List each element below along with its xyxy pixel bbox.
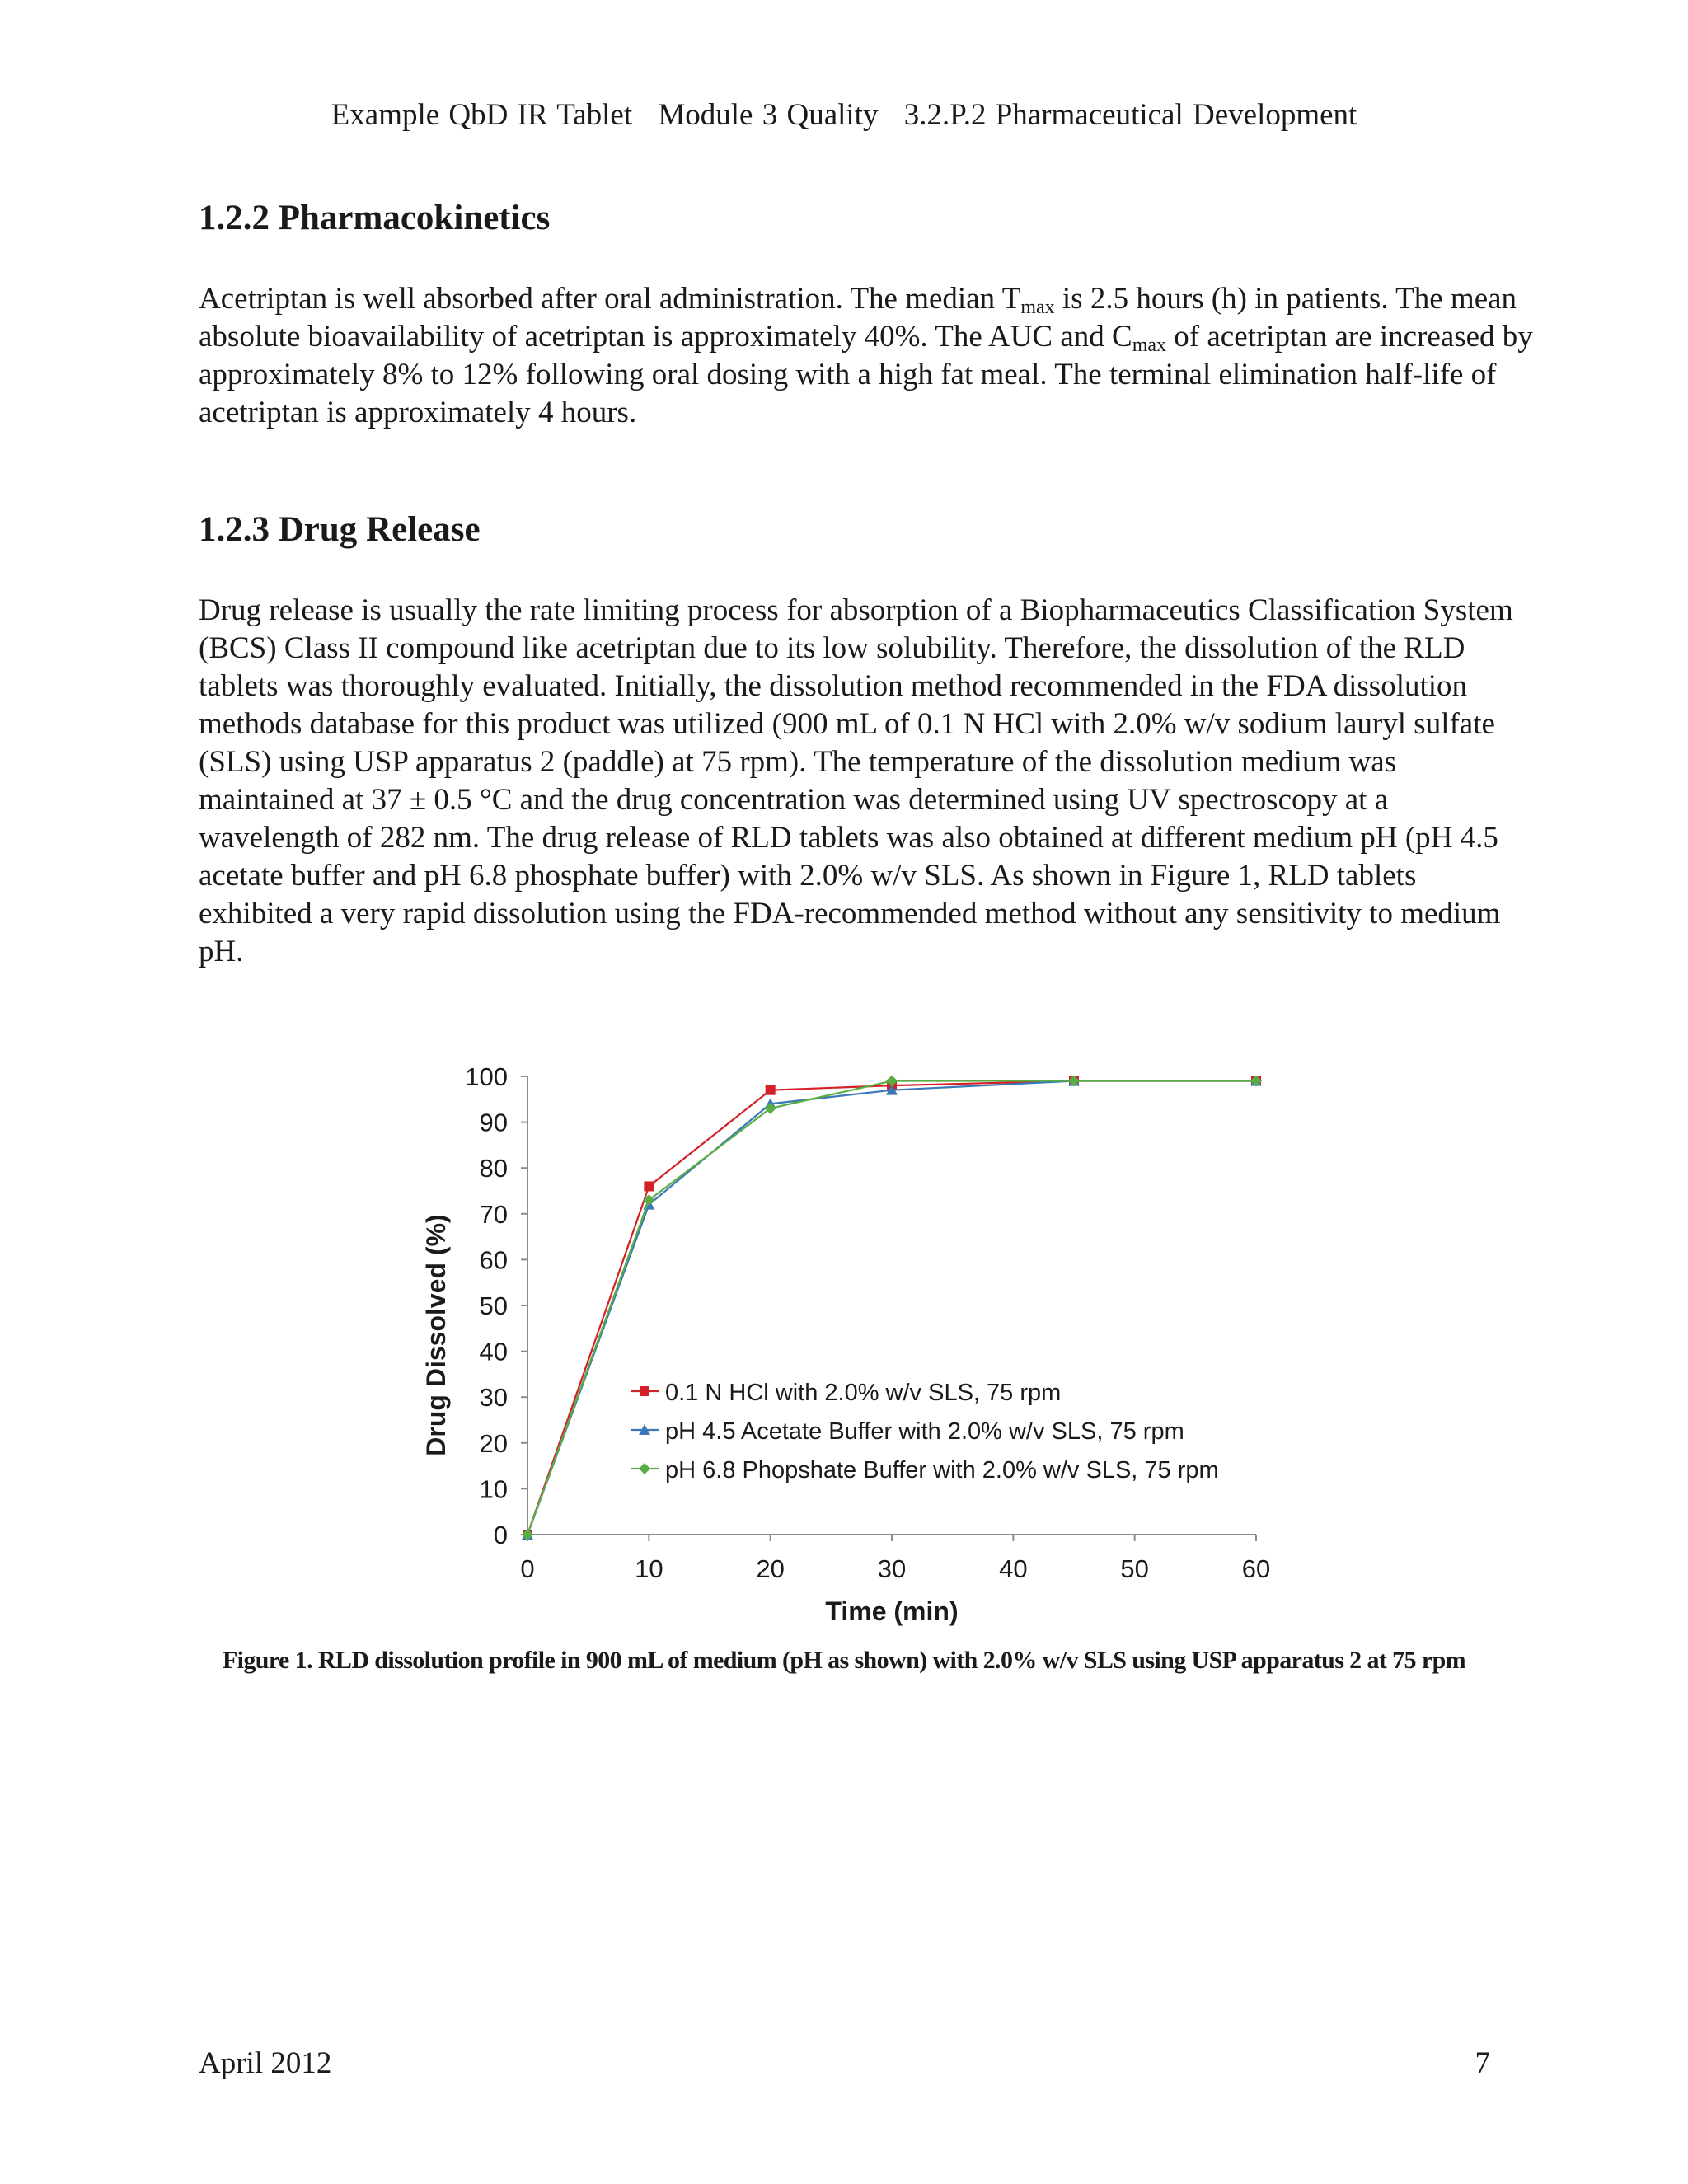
x-tick-label: 50 <box>1120 1554 1149 1583</box>
x-axis-label: Time (min) <box>825 1596 959 1626</box>
y-tick-label: 0 <box>493 1521 508 1549</box>
y-tick-label: 50 <box>479 1291 508 1320</box>
pk-text-b: is 2.5 hours (h) in patients. The mean absolute bioavailability of acetriptan is approximately 40%. The AUC and C <box>199 282 1517 354</box>
header-section: 3.2.P.2 Pharmaceutical Development <box>903 98 1357 132</box>
header-document: Example QbD IR Tablet <box>331 98 633 132</box>
y-tick-label: 60 <box>479 1245 508 1275</box>
x-tick-label: 40 <box>999 1554 1028 1583</box>
pk-text-c: of acetriptan are increased by approximately 8% to 12% following oral dosing with a high fat meal. The terminal elimination half-life of acetriptan is approximately 4 hours. <box>199 320 1533 429</box>
x-tick-label: 0 <box>520 1554 535 1583</box>
header-module: Module 3 Quality <box>658 98 879 132</box>
y-tick-label: 30 <box>479 1383 508 1413</box>
legend-marker-1 <box>640 1386 649 1396</box>
x-tick-label: 30 <box>877 1554 907 1583</box>
pk-sub-cmax: max <box>1132 335 1167 356</box>
legend-label-1: 0.1 N HCl with 2.0% w/v SLS, 75 rpm <box>665 1380 1062 1406</box>
pharmacokinetics-paragraph <box>199 280 1534 432</box>
x-tick-label: 20 <box>756 1554 785 1583</box>
figure-caption: Figure 1. RLD dissolution profile in 900 mL of medium (pH as shown) with 2.0% w/v SLS using USP apparatus 2 at 75 rpm <box>222 1647 1466 1674</box>
pk-sub-tmax: max <box>1020 297 1055 318</box>
series-1-point <box>644 1181 654 1191</box>
y-tick-label: 40 <box>479 1337 508 1366</box>
y-tick-label: 100 <box>465 1062 508 1091</box>
legend-marker-3 <box>639 1463 650 1474</box>
dissolution-chart <box>396 1047 1302 1640</box>
drug-release-heading: 1.2.3 Drug Release <box>199 510 481 549</box>
drug-release-paragraph: Drug release is usually the rate limiting process for absorption of a Biopharmaceutics Classification System (BCS) Class II compound like acetriptan due to its low solubility. Therefore, the dissolution of the RLD tablets was thoroughly evaluated. Initially, the dissolution method recommended in the FDA dissolution methods database for this product was utilized (900 mL of 0.1 N HCl with 2.0% w/v sodium lauryl sulfate (SLS) using USP apparatus 2 (paddle) at 75 rpm). The temperature of the dissolution medium was maintained at 37 ± 0.5 °C and the drug concentration was determined using UV spectroscopy at a wavelength of 282 nm. The drug release of RLD tablets was also obtained at different medium pH (pH 4.5 acetate buffer and pH 6.8 phosphate buffer) with 2.0% w/v SLS. As shown in Figure 1, RLD tablets exhibited a very rapid dissolution using the FDA-recommended method without any sensitivity to medium pH. <box>199 593 1513 968</box>
y-tick-label: 70 <box>479 1199 508 1229</box>
x-tick-label: 60 <box>1241 1554 1271 1583</box>
legend-label-2: pH 4.5 Acetate Buffer with 2.0% w/v SLS, 75 rpm <box>665 1418 1184 1445</box>
pharmacokinetics-heading: 1.2.2 Pharmacokinetics <box>199 199 551 237</box>
pk-text-a: Acetriptan is well absorbed after oral administration. The median T <box>199 282 1021 316</box>
y-tick-label: 90 <box>479 1108 508 1137</box>
y-axis-label: Drug Dissolved (%) <box>421 1214 451 1456</box>
legend-label-3: pH 6.8 Phopshate Buffer with 2.0% w/v SLS, 75 rpm <box>665 1457 1219 1483</box>
page-header <box>0 97 1688 133</box>
series-1-point <box>766 1085 776 1095</box>
y-tick-label: 10 <box>479 1474 508 1504</box>
y-tick-label: 80 <box>479 1154 508 1183</box>
footer-date: April 2012 <box>199 2046 332 2080</box>
y-tick-label: 20 <box>479 1428 508 1458</box>
page-number: 7 <box>1475 2046 1490 2080</box>
x-tick-label: 10 <box>635 1554 663 1583</box>
